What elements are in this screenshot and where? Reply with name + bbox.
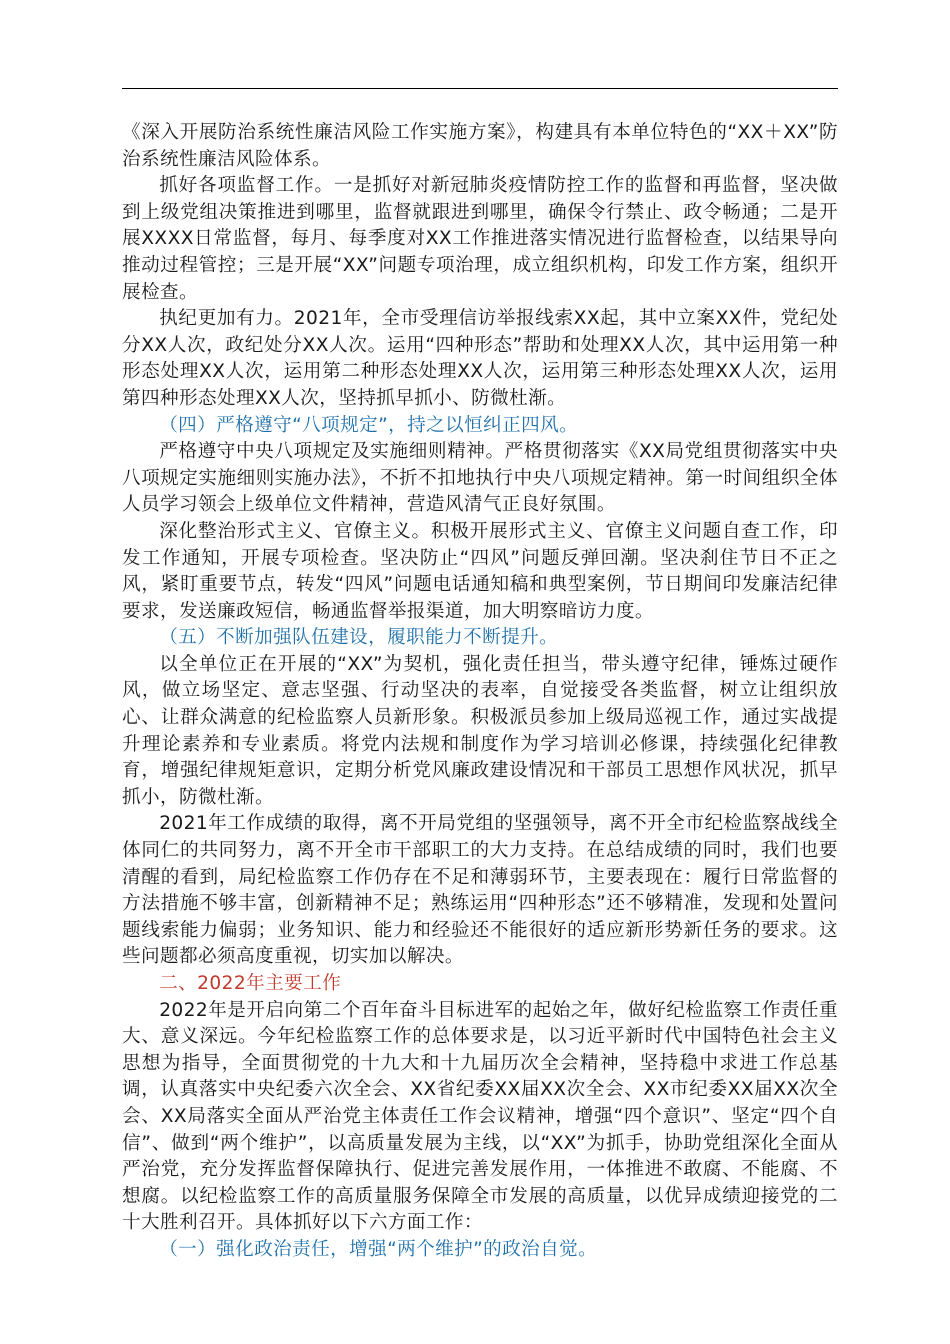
section-heading: （五）不断加强队伍建设，履职能力不断提升。 — [159, 627, 559, 649]
paragraph: 抓好各项监督工作。一是抓好对新冠肺炎疫情防控工作的监督和再监督，坚决做到上级党组决策推进到哪里，监督就跟进到哪里，确保令行禁止、政令畅通；二是开展XXXX日常监督，每月、每季度对XX工作推进落实情况进行监督检查，以结果导向推动过程管控；三是开展“XX”问题专项治理，成立组织机构，印发工作方案，组织开展检查。 — [122, 175, 838, 303]
document-body — [122, 120, 838, 1264]
paragraph: 2021年工作成绩的取得，离不开局党组的坚强领导，离不开全市纪检监察战线全体同仁的共同努力，离不开全市干部职工的大力支持。在总结成绩的同时，我们也要清醒的看到，局纪检监察工作仍存在不足和薄弱环节，主要表现在：履行日常监督的方法措施不够丰富，创新精神不足；熟练运用“四种形态”还不够精准，发现和处置问题线索能力偏弱；业务知识、能力和经验还不能很好的适应新形势新任务的要求。这些问题都必须高度重视，切实加以解决。 — [122, 813, 838, 968]
paragraph: 《深入开展防治系统性廉洁风险工作实施方案》，构建具有本单位特色的“XX＋XX”防治系统性廉洁风险体系。 — [122, 122, 838, 170]
paragraph: 2022年是开启向第二个百年奋斗目标进军的起始之年，做好纪检监察工作责任重大、意义深远。今年纪检监察工作的总体要求是，以习近平新时代中国特色社会主义思想为指导，全面贯彻党的十九大和十九届历次全会精神，坚持稳中求进工作总基调，认真落实中央纪委六次全会、XX省纪委XX届XX次全会、XX市纪委XX届XX次全会、XX局落实全面从严治党主体责任工作会议精神，增强“四个意识”、坚定“四个自信”、做到“两个维护”，以高质量发展为主线，以“XX”为抓手，协助党组深化全面从严治党，充分发挥监督保障执行、促进完善发展作用，一体推进不敢腐、不能腐、不想腐。以纪检监察工作的高质量服务保障全市发展的高质量，以优异成绩迎接党的二十大胜利召开。具体抓好以下六方面工作： — [122, 999, 838, 1234]
paragraph: 严格遵守中央八项规定及实施细则精神。严格贯彻落实《XX局党组贯彻落实中央八项规定实施细则实施办法》，不折不扣地执行中央八项规定精神。第一时间组织全体人员学习领会上级单位文件精神，营造风清气正良好氛围。 — [122, 441, 838, 516]
paragraph: 深化整治形式主义、官僚主义。积极开展形式主义、官僚主义问题自查工作，印发工作通知，开展专项检查。坚决防止“四风”问题反弹回潮。坚决刹住节日不正之风，紧盯重要节点，转发“四风”问题电话通知稿和典型案例，节日期间印发廉洁纪律要求，发送廉政短信，畅通监督举报渠道，加大明察暗访力度。 — [122, 520, 838, 622]
chapter-heading: 二、2022年主要工作 — [159, 973, 342, 994]
paragraph: 执纪更加有力。2021年，全市受理信访举报线索XX起，其中立案XX件，党纪处分XX人次，政纪处分XX人次。运用“四种形态”帮助和处理XX人次，其中运用第一种形态处理XX人次，运用第二种形态处理XX人次，运用第三种形态处理XX人次，运用第四种形态处理XX人次，坚持抓早抓小、防微杜渐。 — [122, 308, 838, 409]
section-heading: （一）强化政治责任，增强“两个维护”的政治自觉。 — [159, 1238, 598, 1260]
paragraph: 以全单位正在开展的“XX”为契机，强化责任担当，带头遵守纪律，锤炼过硬作风，做立场坚定、意志坚强、行动坚决的表率，自觉接受各类监督，树立让组织放心、让群众满意的纪检监察人员新形象。积极派员参加上级局巡视工作，通过实战提升理论素养和专业素质。将党内法规和制度作为学习培训必修课，持续强化纪律教育，增强纪律规矩意识，定期分析党风廉政建设情况和干部员工思想作风状况，抓早抓小，防微杜渐。 — [122, 653, 838, 808]
header-rule — [122, 88, 838, 89]
section-heading: （四）严格遵守“八项规定”，持之以恒纠正四风。 — [159, 414, 579, 436]
